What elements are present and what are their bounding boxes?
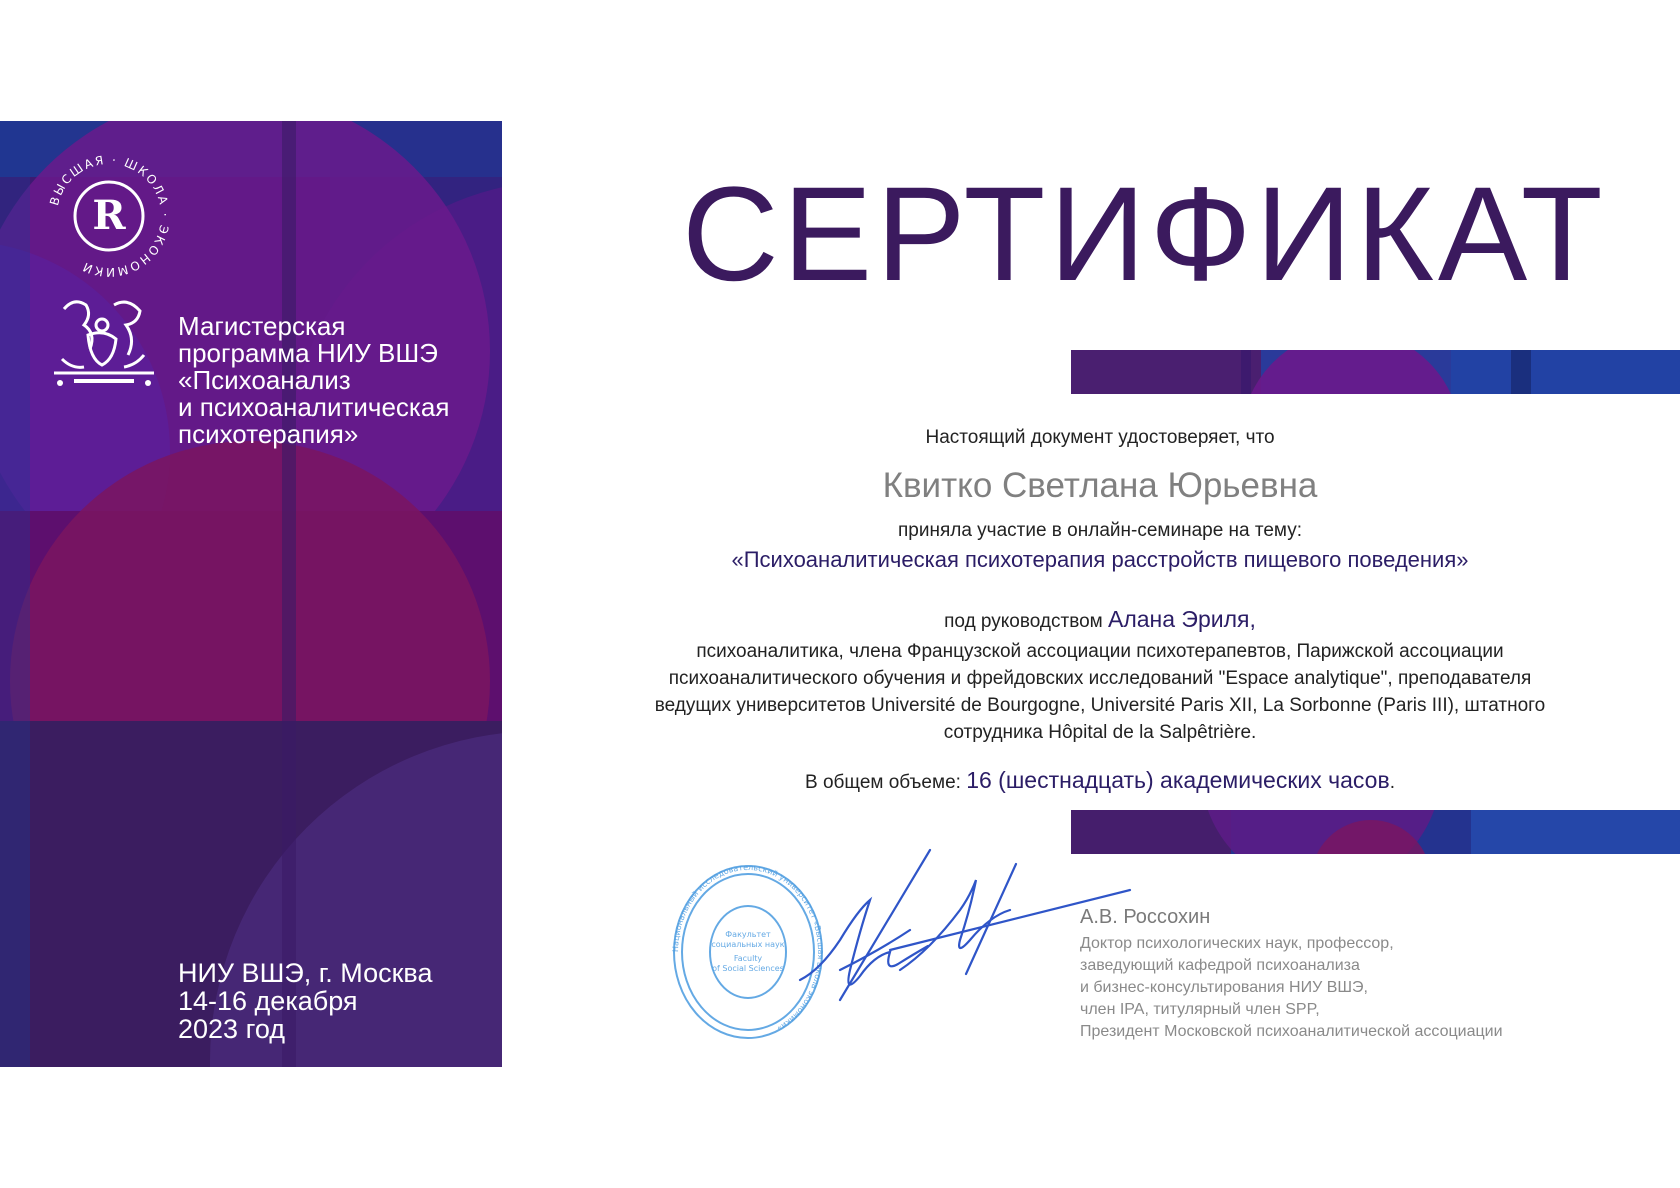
- program-line: психотерапия»: [178, 419, 359, 449]
- lecturer-name: Алана Эриля,: [1107, 606, 1256, 632]
- decorative-stripe-bottom: [1071, 810, 1680, 854]
- svg-text:R: R: [92, 192, 126, 239]
- year-line: 2023 год: [178, 1014, 285, 1044]
- signatory-block: [1080, 906, 1503, 1043]
- volume-prefix: В общем объеме:: [805, 772, 967, 793]
- signatory-title-line: заведующий кафедрой психоанализа: [1080, 957, 1360, 974]
- program-line: Магистерская: [178, 311, 346, 341]
- program-line: и психоаналитическая: [178, 392, 450, 422]
- seminar-topic: «Психоаналитическая психотерапия расстройств пищевого поведения»: [731, 547, 1469, 572]
- volume-hours: 16 (шестнадцать) академических часов: [966, 767, 1390, 793]
- volume-line: [560, 767, 1640, 794]
- svg-text:Faculty: Faculty: [733, 954, 763, 963]
- recipient-name: Квитко Светлана Юрьевна: [882, 466, 1318, 505]
- bio-line: психоаналитического обучения и фрейдовских исследований "Espace analytique", преподавателя: [668, 668, 1532, 689]
- crest-emblem-icon: [44, 289, 164, 397]
- bio-line: сотрудника Hôpital de la Salpêtrière.: [943, 722, 1257, 743]
- svg-text:социальных наук: социальных наук: [711, 940, 785, 949]
- program-line: «Психоанализ: [178, 365, 351, 395]
- volume-suffix: .: [1389, 772, 1395, 793]
- guidance-line: [560, 606, 1640, 633]
- svg-text:of Social Sciences: of Social Sciences: [712, 964, 784, 973]
- decorative-stripe-top: [1071, 350, 1680, 394]
- signatory-title-line: Доктор психологических наук, профессор,: [1080, 935, 1394, 952]
- place-date: [178, 959, 432, 1043]
- signatory-title-line: член IPA, титулярный член SPP,: [1080, 1001, 1320, 1018]
- participation-text: приняла участие в онлайн-семинаре на тему:: [898, 520, 1302, 541]
- signatory-name: А.В. Россохин: [1080, 906, 1211, 928]
- signatory-title-line: и бизнес-консультирования НИУ ВШЭ,: [1080, 979, 1368, 996]
- intro-text: Настоящий документ удостоверяет, что: [925, 427, 1275, 448]
- program-line: программа НИУ ВШЭ: [178, 338, 438, 368]
- bio-line: ведущих университетов Université de Bourgogne, Université Paris XII, La Sorbonne (Paris III), штатного: [654, 695, 1546, 716]
- svg-text:Национальный исследовательский: Национальный исследовательский университет «Высшая школа экономики»: [670, 862, 826, 1034]
- date-line: 14-16 декабря: [178, 986, 358, 1016]
- bio-line: психоаналитика, члена Французской ассоциации психотерапевтов, Парижской ассоциации: [696, 641, 1504, 662]
- place-line: НИУ ВШЭ, г. Москва: [178, 958, 433, 988]
- lecturer-bio: [560, 638, 1640, 746]
- program-title: [178, 313, 498, 448]
- hse-logo-icon: [44, 151, 174, 281]
- svg-text:Факультет: Факультет: [725, 930, 771, 939]
- guidance-prefix: под руководством: [944, 611, 1108, 632]
- svg-text:ВЫСШАЯ · ШКОЛА · ЭКОНОМИКИ: ВЫСШАЯ · ШКОЛА · ЭКОНОМИКИ: [47, 152, 173, 280]
- signatory-title-line: Президент Московской психоаналитической ассоциации: [1080, 1023, 1503, 1040]
- left-panel: [0, 121, 502, 1067]
- certificate-title: СЕРТИФИКАТ: [682, 160, 1607, 309]
